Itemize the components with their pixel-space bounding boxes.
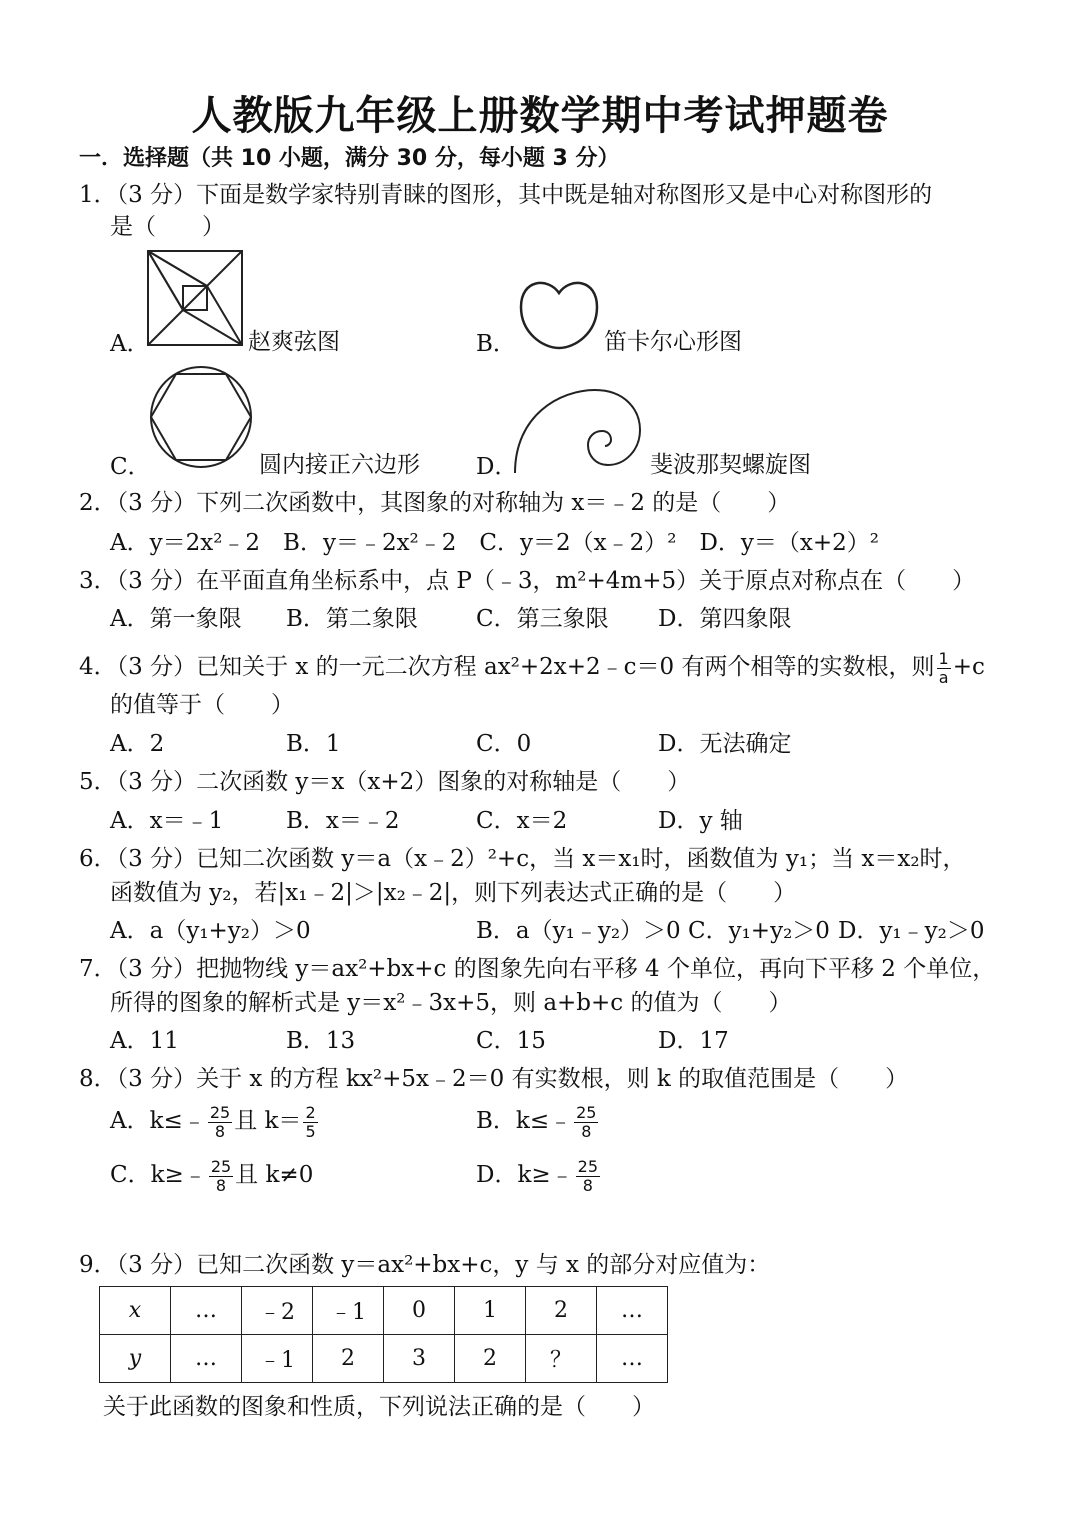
inscribed-hexagon-figure <box>147 364 255 470</box>
q4-option-d: D．无法确定 <box>658 731 792 757</box>
q1-option-b-text: 笛卡尔心形图 <box>604 329 742 355</box>
q7-option-d: D．17 <box>658 1028 729 1054</box>
q4-stem-cont: 的值等于（ ） <box>110 692 294 718</box>
q6-option-d: D．y₁﹣y₂＞0 <box>838 918 985 944</box>
q3-option-b: B．第二象限 <box>286 606 418 632</box>
table-row-x <box>100 1287 668 1335</box>
table-cell: ﹣2 <box>242 1287 313 1335</box>
q8-d-frac <box>576 1158 600 1194</box>
q1-option-c-label: C． <box>110 454 151 480</box>
q8-c-frac-num: 25 <box>210 1157 232 1176</box>
q8-a-frac2-den: 5 <box>305 1121 316 1141</box>
q1-option-c-text: 圆内接正六边形 <box>259 452 420 478</box>
q2-options: A．y＝2x²﹣2 B．y＝﹣2x²﹣2 C．y＝2（x﹣2）² D．y＝（x+2）² <box>110 530 879 556</box>
table-row-y <box>100 1335 668 1383</box>
q8-option-c <box>110 1158 313 1194</box>
table-cell: … <box>597 1287 668 1335</box>
q5-option-a: A．x＝﹣1 <box>110 808 224 834</box>
q5-option-d: D．y 轴 <box>658 808 743 834</box>
q8-d-frac-num: 25 <box>577 1157 599 1176</box>
q1-stem: 1．（3 分）下面是数学家特别青睐的图形，其中既是轴对称图形又是中心对称图形的 <box>79 182 933 208</box>
q4-frac-den: a <box>938 667 949 687</box>
q1-option-b-label: B． <box>476 331 516 357</box>
table-cell: 1 <box>455 1287 526 1335</box>
q8-c-frac <box>209 1158 233 1194</box>
q7-option-b: B．13 <box>286 1028 356 1054</box>
q8-stem: 8．（3 分）关于 x 的方程 kx²+5x﹣2＝0 有实数根，则 k 的取值范围是（ ） <box>79 1066 909 1092</box>
q4-fraction <box>937 650 951 686</box>
fibonacci-spiral-figure <box>510 385 645 475</box>
q8-b-frac-den: 8 <box>581 1121 592 1141</box>
q4-option-c: C．0 <box>476 731 532 757</box>
q3-option-a: A．第一象限 <box>110 606 242 632</box>
q1-option-d-text: 斐波那契螺旋图 <box>650 452 811 478</box>
q7-stem: 7．（3 分）把抛物线 y＝ax²+bx+c 的图象先向右平移 4 个单位，再向下平移 2 个单位， <box>79 956 996 982</box>
q7-option-c: C．15 <box>476 1028 546 1054</box>
q5-stem: 5．（3 分）二次函数 y＝x（x+2）图象的对称轴是（ ） <box>79 769 691 795</box>
q7-stem-cont: 所得的图象的解析式是 y＝x²﹣3x+5，则 a+b+c 的值为（ ） <box>110 990 792 1016</box>
q4-frac-num: 1 <box>938 649 949 668</box>
q2-stem: 2．（3 分）下列二次函数中，其图象的对称轴为 x＝﹣2 的是（ ） <box>79 490 791 516</box>
q8-b-frac <box>574 1104 598 1140</box>
q4-stem <box>79 650 985 686</box>
table-cell: ﹣1 <box>313 1287 384 1335</box>
q9-stem: 9．（3 分）已知二次函数 y＝ax²+bx+c，y 与 x 的部分对应值为： <box>79 1252 771 1278</box>
table-cell: 3 <box>384 1335 455 1383</box>
q5-option-c: C．x＝2 <box>476 808 568 834</box>
q3-option-d: D．第四象限 <box>658 606 792 632</box>
q5-option-b: B．x＝﹣2 <box>286 808 400 834</box>
q8-c-pre: C．k≥﹣ <box>110 1162 207 1189</box>
q1-stem-cont: 是（ ） <box>110 214 225 240</box>
table-cell: x <box>100 1287 171 1335</box>
q8-a-frac2-num: 2 <box>305 1103 316 1122</box>
q8-option-a <box>110 1104 320 1140</box>
section-heading: 一．选择题（共 10 小题，满分 30 分，每小题 3 分） <box>79 146 620 171</box>
q4-option-b: B．1 <box>286 731 341 757</box>
q4-option-a: A．2 <box>110 731 165 757</box>
q8-option-d <box>476 1158 602 1194</box>
q8-a-frac2 <box>303 1104 317 1140</box>
q8-a-frac1 <box>208 1104 232 1140</box>
q3-option-c: C．第三象限 <box>476 606 609 632</box>
q8-c-tail: 且 k≠0 <box>235 1162 314 1189</box>
q8-d-pre: D．k≥﹣ <box>476 1162 574 1189</box>
q1-option-a-text: 赵爽弦图 <box>248 329 340 355</box>
q9-value-table <box>99 1286 668 1383</box>
q8-d-frac-den: 8 <box>582 1175 593 1195</box>
q8-b-pre: B．k≤﹣ <box>476 1108 573 1135</box>
q6-option-a: A．a（y₁+y₂）＞0 <box>110 918 311 944</box>
table-cell: … <box>171 1287 242 1335</box>
q8-c-frac-den: 8 <box>215 1175 227 1195</box>
table-cell: 0 <box>384 1287 455 1335</box>
q6-stem: 6．（3 分）已知二次函数 y＝a（x﹣2）²+c，当 x＝x₁时，函数值为 y₁；当 x＝x₂时， <box>79 846 966 872</box>
q8-a-mid: 且 k＝ <box>234 1108 302 1135</box>
q1-option-d-label: D． <box>476 454 518 480</box>
q8-a-frac1-num: 25 <box>209 1103 231 1122</box>
q8-option-b <box>476 1104 600 1140</box>
table-cell: … <box>597 1335 668 1383</box>
q9-stem-cont: 关于此函数的图象和性质，下列说法正确的是（ ） <box>103 1394 655 1420</box>
q4-tail: +c <box>952 654 985 681</box>
table-cell: ？ <box>526 1335 597 1383</box>
table-cell: 2 <box>526 1287 597 1335</box>
q8-a-frac1-den: 8 <box>214 1121 226 1141</box>
q4-stem-text: 4．（3 分）已知关于 x 的一元二次方程 ax²+2x+2﹣c＝0 有两个相等的实数根，则 <box>79 654 935 681</box>
q1-option-a-label: A． <box>110 331 150 357</box>
q3-stem: 3．（3 分）在平面直角坐标系中，点 P（﹣3，m²+4m+5）关于原点对称点在（ ） <box>79 568 976 594</box>
cardioid-figure <box>518 275 600 351</box>
zhao-shuang-diagram-figure <box>145 248 245 348</box>
page-title: 人教版九年级上册数学期中考试押题卷 <box>191 93 889 139</box>
table-cell: ﹣1 <box>242 1335 313 1383</box>
q8-a-pre: A．k≤﹣ <box>110 1108 206 1135</box>
q6-stem-cont: 函数值为 y₂，若|x₁﹣2|＞|x₂﹣2|，则下列表达式正确的是（ ） <box>110 880 797 906</box>
q7-option-a: A．11 <box>110 1028 179 1054</box>
q6-option-bc: B．a（y₁﹣y₂）＞0 C．y₁+y₂＞0 <box>476 918 830 944</box>
table-cell: 2 <box>313 1335 384 1383</box>
table-cell: 2 <box>455 1335 526 1383</box>
table-cell: … <box>171 1335 242 1383</box>
table-cell: y <box>100 1335 171 1383</box>
q8-b-frac-num: 25 <box>576 1103 597 1122</box>
